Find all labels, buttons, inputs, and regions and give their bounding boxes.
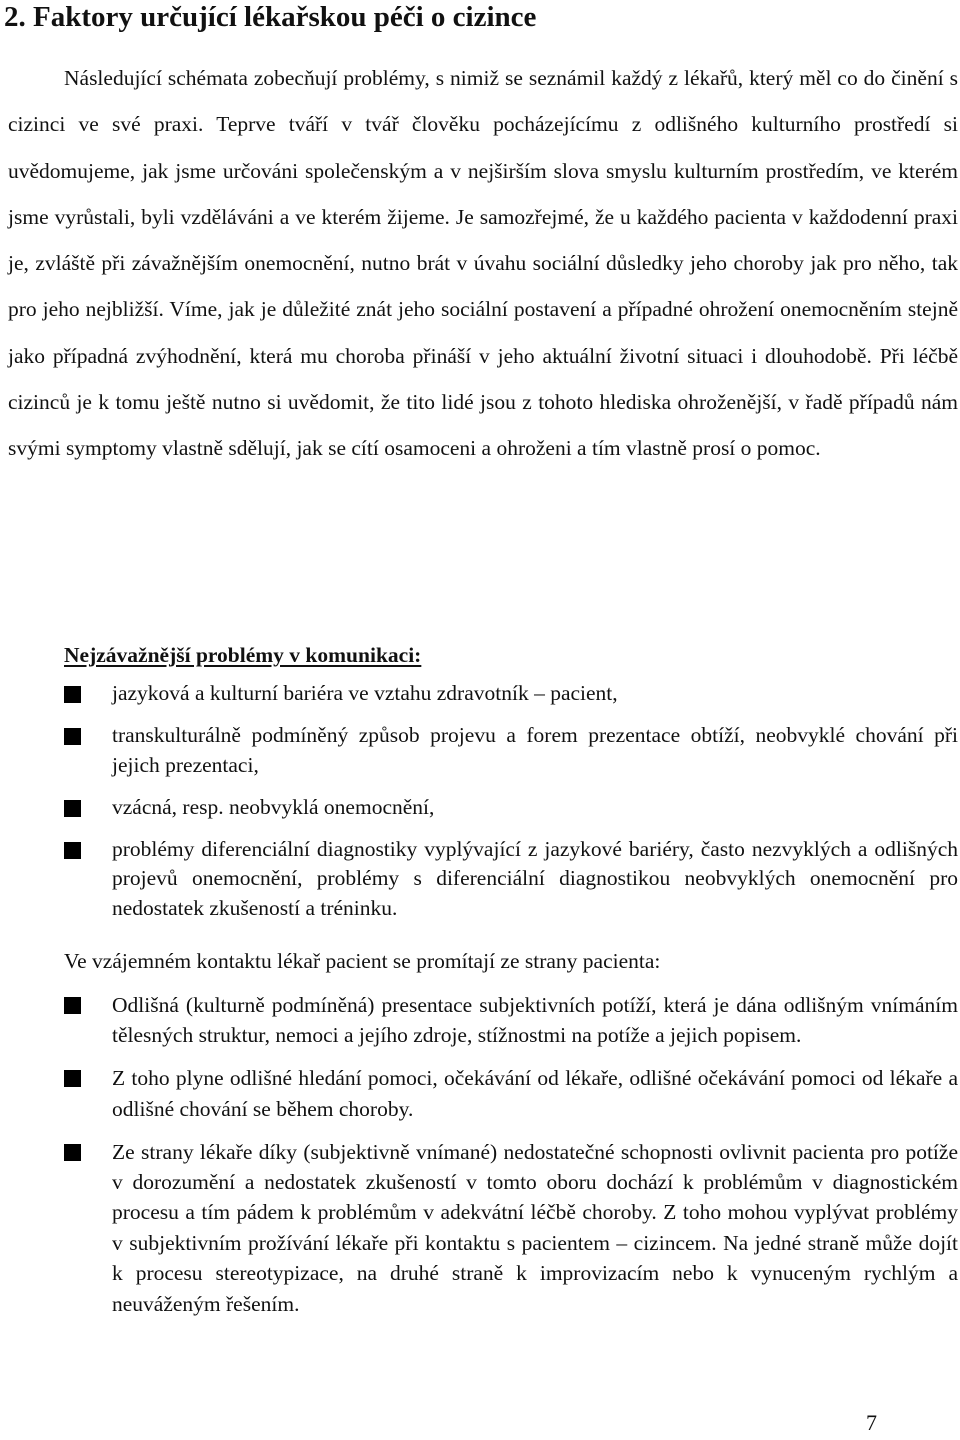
square-bullet-icon [64, 1144, 81, 1161]
list-item-text: jazyková a kulturní bariéra ve vztahu zdravotník – pacient, [112, 681, 618, 705]
list-item-text: transkulturálně podmíněný způsob projevu a forem prezentace obtíží, neobvyklé chování při jejich prezentaci, [112, 723, 958, 777]
list-item-text: Ze strany lékaře díky (subjektivně vnímané) nedostatečné schopnosti ovlivnit pacienta pro potíže v dorozumění a nedostatek zkušeností v tomto oboru dochází k problémům v diagnostickém procesu a tím pádem k problémům v adekvátní léčbě choroby. Z toho mohou vyplývat problémy v subjektivním prožívání lékaře při kontaktu s pacientem – cizincem. Na jedné straně může dojít k procesu stereotypizace, na druhé straně k improvizacím nebo k vynuceným rychlým a neuváženým řešením. [112, 1139, 958, 1316]
square-bullet-icon [64, 686, 81, 703]
section2-heading: Ve vzájemném kontaktu lékař pacient se promítají ze strany pacienta: [64, 949, 661, 973]
list-item [64, 793, 958, 823]
square-bullet-icon [64, 800, 81, 817]
square-bullet-icon [64, 1070, 81, 1087]
square-bullet-icon [64, 842, 81, 859]
chapter-title: 2. Faktory určující lékařskou péči o cizince [4, 1, 537, 33]
list-item [64, 1063, 958, 1124]
list-item [64, 1137, 958, 1319]
list-item [64, 721, 958, 780]
section1-heading: Nejzávažnější problémy v komunikaci: [64, 643, 422, 667]
list-item-text: vzácná, resp. neobvyklá onemocnění, [112, 794, 435, 819]
list-item [64, 835, 958, 924]
section2-list [64, 990, 958, 1332]
list-item-text: Odlišná (kulturně podmíněná) presentace subjektivních potíží, která je dána odlišným vnímáním tělesných struktur, nemoci a jejího zdroje, stížnostmi na potíže a jejich popisem. [112, 993, 958, 1048]
page-number: 7 [866, 1410, 877, 1435]
intro-paragraph: Následující schémata zobecňují problémy, s nimiž se seznámil každý z lékařů, který měl co do činění s cizinci ve své praxi. Teprve tváří v tvář člověku pocházejícímu z odlišného kulturního prostředí si uvědomujeme, jak jsme určováni společenským a v nejširším slova smyslu kulturním prostředím, ve kterém jsme vyrůstali, byli vzděláváni a ve kterém žijeme. Je samozřejmé, že u každého pacienta v každodenní praxi je, zvláště při závažnějším onemocnění, nutno brát v úvahu sociální důsledky jeho choroby jak pro něho, tak pro jeho nejbližší. Víme, jak je důležité znát jeho sociální postavení a případné ohrožení onemocněním stejně jako případná zvýhodnění, která mu choroba přináší v jeho aktuální životní situaci i dlouhodobě. Při léčbě cizinců je k tomu ještě nutno si uvědomit, že tito lidé jsou z tohoto hlediska ohroženější, v řadě případů nám svými symptomy vlastně sdělují, jak se cítí osamoceni a ohroženi a tím vlastně prosí o pomoc. [8, 66, 958, 461]
square-bullet-icon [64, 728, 81, 745]
list-item-text: Z toho plyne odlišné hledání pomoci, očekávání od lékaře, odlišné očekávání pomoci od lékaře a odlišné chování se během choroby. [112, 1066, 958, 1121]
list-item [64, 679, 958, 709]
list-item [64, 990, 958, 1051]
list-item-text: problémy diferenciální diagnostiky vyplývající z jazykové bariéry, často nezvyklých a odlišných projevů onemocnění, problémy s diferenciální diagnostikou neobvyklých onemocnění pro nedostatek zkušeností a tréninku. [112, 836, 958, 920]
square-bullet-icon [64, 997, 81, 1014]
section1-list [64, 679, 958, 936]
